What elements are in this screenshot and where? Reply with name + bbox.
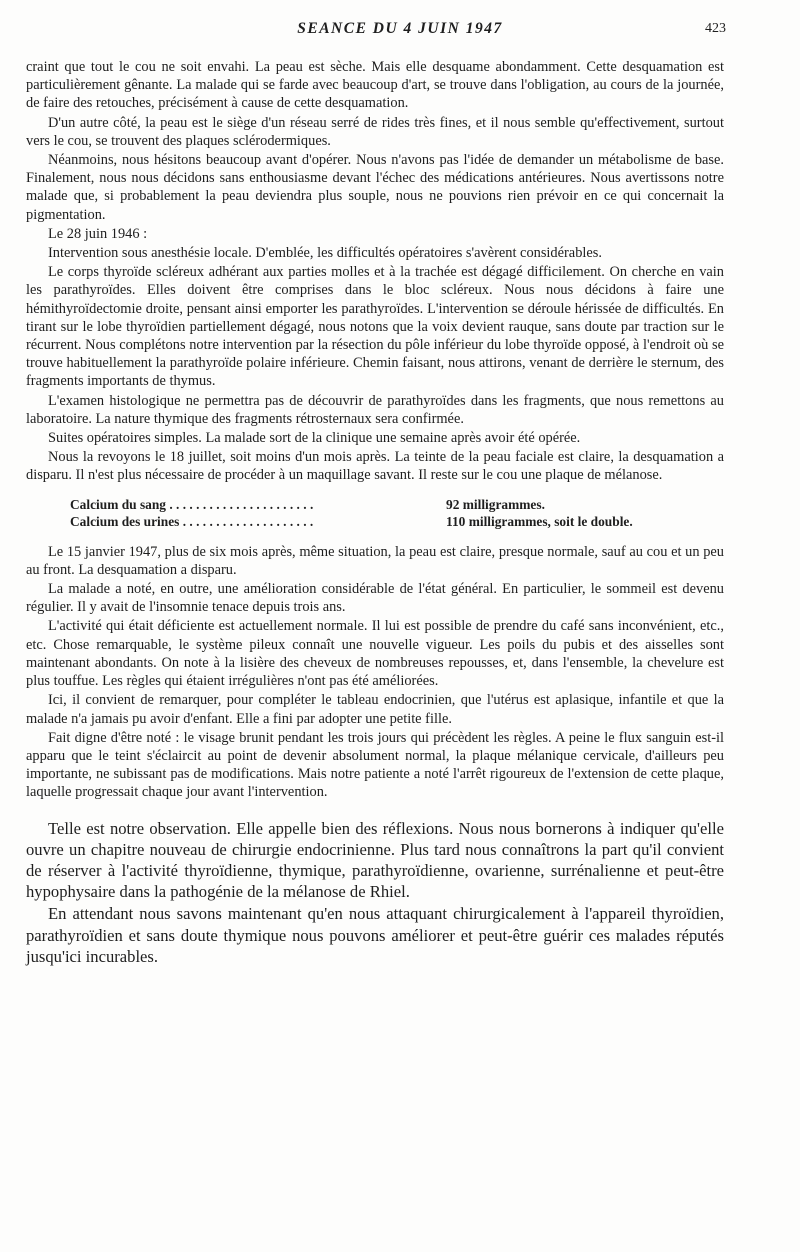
paragraph: Fait digne d'être noté : le visage brunit pendant les trois jours qui précèdent les règles. A peine le flux sanguin est-il apparu que le teint s'éclaircit au point de devenir absolument normal, la plaque mélanique cervicale, d'ailleurs peu importante, ne subissant pas de modifications. Mais notre patiente a noté l'arrêt rigoureux de l'extension de cette plaque, laquelle progressait chaque jour avant l'intervention. <box>26 729 724 801</box>
conclusion-block <box>26 818 724 967</box>
calcium-row-blood <box>70 496 670 513</box>
calcium-table <box>70 496 670 530</box>
paragraph: La malade a noté, en outre, une amélioration considérable de l'état général. En particulier, le sommeil est devenu régulier. Il y avait de l'insomnie tenace depuis trois ans. <box>26 581 724 616</box>
conclusion-paragraph: Telle est notre observation. Elle appelle bien des réflexions. Nous nous bornerons à indiquer qu'elle ouvre un chapitre nouveau de chirurgie endocrinienne. Plus tard nous connaîtrons la part qu'il convient de réserver à l'activité thyroïdienne, thymique, parathyroïdienne, ovarienne, surrénalienne et peut-être hypophysaire dans la pathogénie de la mélanose de Rhiel. <box>26 818 724 902</box>
article-body <box>26 58 724 967</box>
paragraph: Néanmoins, nous hésitons beaucoup avant d'opérer. Nous n'avons pas l'idée de demander un métabolisme de base. Finalement, nous nous décidons sans enthousiasme devant l'échec des médications antérieures. Nous avertissons notre malade que, si probablement la peau deviendra plus souple, nous ne pouvions rien prévoir en ce qui concernait la pigmentation. <box>26 152 724 223</box>
calcium-value: 110 milligrammes, soit le double. <box>446 513 633 529</box>
paragraph: Nous la revoyons le 18 juillet, soit moins d'un mois après. La teinte de la peau faciale est claire, la desquamation a disparu. Il n'est plus nécessaire de procéder à un maquillage savant. Il reste sur le cou une plaque de mélanose. <box>26 449 724 484</box>
running-header <box>0 18 800 44</box>
calcium-label: Calcium des urines . . . . . . . . . . . . . . . . . . . . <box>70 513 314 529</box>
paragraph: Le 15 janvier 1947, plus de six mois après, même situation, la peau est claire, presque normale, sauf au cou et un peu au front. La desquamation a disparu. <box>26 543 724 578</box>
calcium-value: 92 milligrammes. <box>446 496 545 512</box>
paragraph: Intervention sous anesthésie locale. D'emblée, les difficultés opératoires s'avèrent considérables. <box>48 245 602 262</box>
date-heading: Le 28 juin 1946 : <box>48 225 148 242</box>
paragraph: L'activité qui était déficiente est actuellement normale. Il lui est possible de prendre du café sans inconvénient, etc., etc. Chose remarquable, le système pileux connaît une nouvelle vigueur. Les poils du pubis et des aisselles sont maintenant abondants. On note à la lisière des cheveux de nombreuses repousses, et, dans l'ensemble, la chevelure est plus touffue. Les règles qui étaient irrégulières n'ont pas été améliorées. <box>26 618 724 690</box>
conclusion-paragraph: En attendant nous savons maintenant qu'en nous attaquant chirurgicalement à l'appareil thyroïdien, parathyroïdien et sans doute thymique nous pouvons améliorer et peut-être guérir ces malades réputés jusqu'ici incurables. <box>26 904 724 966</box>
paragraph: Le corps thyroïde scléreux adhérant aux parties molles et à la trachée est dégagé difficilement. On cherche en vain les parathyroïdes. Elles doivent être comprises dans le bloc scléreux. Nous nous décidons à faire une hémithyroïdectomie droite, pensant ainsi emporter les parathyroïdes. L'intervention se déroule hérissée de difficultés. En tirant sur le lobe thyroïdien partiellement dégagé, nous notons que la voix devient rauque, sans doute par traction sur le récurrent. Nous complétons notre intervention par la résection du pôle inférieur du lobe thyroïde opposé, à l'endroit où se trouve habituellement la parathyroïde polaire inférieure. Chemin faisant, nous attirons, venant de derrière le sternum, des fragments importants de thymus. <box>26 264 724 390</box>
paragraph: Suites opératoires simples. La malade sort de la clinique une semaine après avoir été opérée. <box>48 430 581 447</box>
calcium-label: Calcium du sang . . . . . . . . . . . . . . . . . . . . . . <box>70 496 314 512</box>
header-title: SEANCE DU 4 JUIN 1947 <box>297 20 503 37</box>
paragraph: D'un autre côté, la peau est le siège d'un réseau serré de rides très fines, et il nous semble qu'effectivement, surtout vers le cou, se trouvent des plaques sclérodermiques. <box>26 114 724 149</box>
paragraph: craint que tout le cou ne soit envahi. La peau est sèche. Mais elle desquame abondamment. Cette desquamation est particulièrement gênante. La malade qui se farde avec beaucoup d'art, se trouve dans l'obligation, au cours de la journée, de faire des retouches, précisément à cause de cette desquamation. <box>26 59 724 112</box>
paragraph: Ici, il convient de remarquer, pour compléter le tableau endocrinien, que l'utérus est aplasique, infantile et que la malade n'a jamais pu avoir d'enfant. Elle a fini par adopter une petite fille. <box>26 692 724 727</box>
calcium-row-urine <box>70 513 670 530</box>
page-number: 423 <box>705 21 726 36</box>
paragraph: L'examen histologique ne permettra pas de découvrir de parathyroïdes dans les fragments, que nous remettons au laboratoire. La nature thymique des fragments rétrosternaux sera confirmée. <box>26 392 724 427</box>
